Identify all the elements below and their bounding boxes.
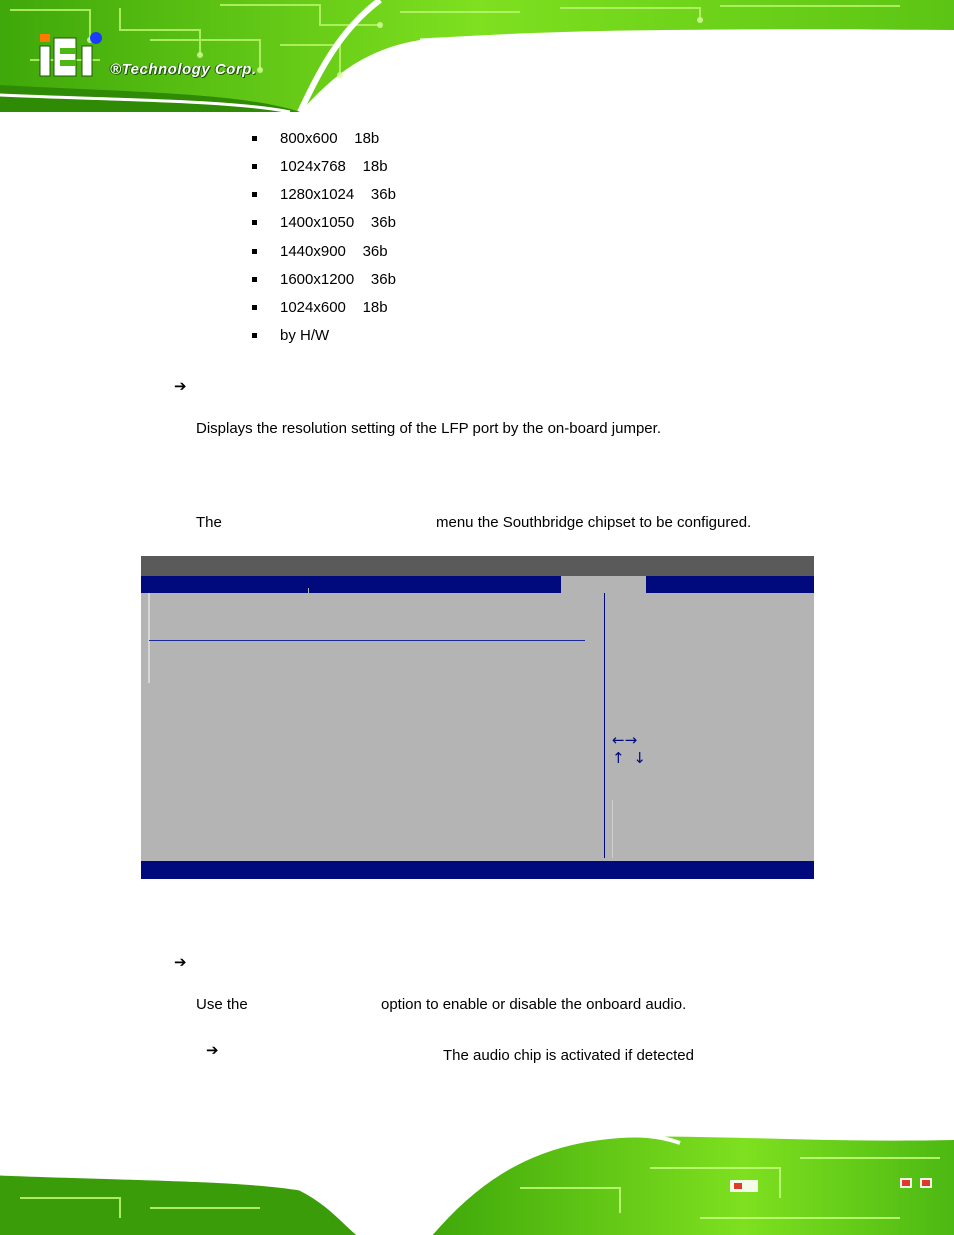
bios-active-tab bbox=[561, 576, 646, 593]
section-arrow-icon: ➔ bbox=[174, 377, 187, 395]
list-item bbox=[252, 271, 396, 291]
bullet-icon bbox=[252, 305, 257, 310]
southbridge-intro-prefix: The bbox=[196, 514, 222, 531]
bullet-icon bbox=[252, 333, 257, 338]
bit-depth: 18b bbox=[362, 299, 388, 316]
bullet-icon bbox=[252, 220, 257, 225]
resolution-value: 1400x1050 bbox=[280, 214, 355, 231]
bit-depth: 18b bbox=[362, 158, 388, 175]
bit-depth: 36b bbox=[370, 186, 396, 203]
list-item bbox=[252, 214, 396, 234]
bit-depth: 36b bbox=[370, 271, 396, 288]
resolution-value: 1280x1024 bbox=[280, 186, 355, 203]
page-header-banner bbox=[0, 0, 954, 112]
page-footer-banner bbox=[0, 1128, 954, 1235]
bios-left-pane-edge bbox=[148, 593, 150, 683]
bullet-icon bbox=[252, 164, 257, 169]
bios-menu-tick bbox=[308, 588, 309, 593]
option-arrow-icon: ➔ bbox=[206, 1041, 219, 1059]
resolution-value: 800x600 bbox=[280, 130, 338, 147]
lfp-description: Displays the resolution setting of the LFP port by the on-board jumper. bbox=[196, 420, 661, 437]
circuit-board-header-graphic bbox=[0, 0, 954, 112]
bios-bottom-bar bbox=[141, 861, 814, 879]
audio-option-description: The audio chip is activated if detected bbox=[443, 1047, 694, 1064]
bit-depth: 36b bbox=[362, 243, 388, 260]
bios-pane-separator bbox=[604, 593, 605, 858]
company-name: ®Technology Corp. bbox=[110, 61, 257, 78]
left-right-arrow-icon: ←→ bbox=[612, 731, 638, 749]
bit-depth: 18b bbox=[354, 130, 380, 147]
bios-divider bbox=[149, 640, 585, 641]
resolution-value: 1440x900 bbox=[280, 243, 346, 260]
circuit-board-footer-graphic bbox=[0, 1128, 954, 1235]
resolution-value: 1024x600 bbox=[280, 299, 346, 316]
bios-screenshot bbox=[141, 556, 814, 879]
list-item bbox=[252, 243, 388, 263]
resolution-value: 1024x768 bbox=[280, 158, 346, 175]
iei-logo bbox=[38, 30, 108, 80]
resolution-value: by H/W bbox=[280, 327, 330, 344]
bullet-icon bbox=[252, 277, 257, 282]
audio-suffix: option to enable or disable the onboard audio. bbox=[381, 996, 687, 1013]
up-down-arrow-icon: ↑ ↓ bbox=[612, 749, 646, 767]
list-item bbox=[252, 158, 388, 178]
bullet-icon bbox=[252, 192, 257, 197]
southbridge-intro-suffix: menu the Southbridge chipset to be configured. bbox=[436, 514, 752, 531]
list-item bbox=[252, 130, 380, 150]
list-item bbox=[252, 299, 388, 319]
audio-prefix: Use the bbox=[196, 996, 248, 1013]
bullet-icon bbox=[252, 136, 257, 141]
resolution-value: 1600x1200 bbox=[280, 271, 355, 288]
iei-logo-icon bbox=[38, 30, 108, 80]
bios-help-separator bbox=[612, 800, 613, 858]
bios-title-bar bbox=[141, 556, 814, 576]
bit-depth: 36b bbox=[370, 214, 396, 231]
bios-menu-bar bbox=[141, 576, 814, 593]
list-item bbox=[252, 327, 330, 347]
bullet-icon bbox=[252, 249, 257, 254]
list-item bbox=[252, 186, 396, 206]
section-arrow-icon: ➔ bbox=[174, 953, 187, 971]
